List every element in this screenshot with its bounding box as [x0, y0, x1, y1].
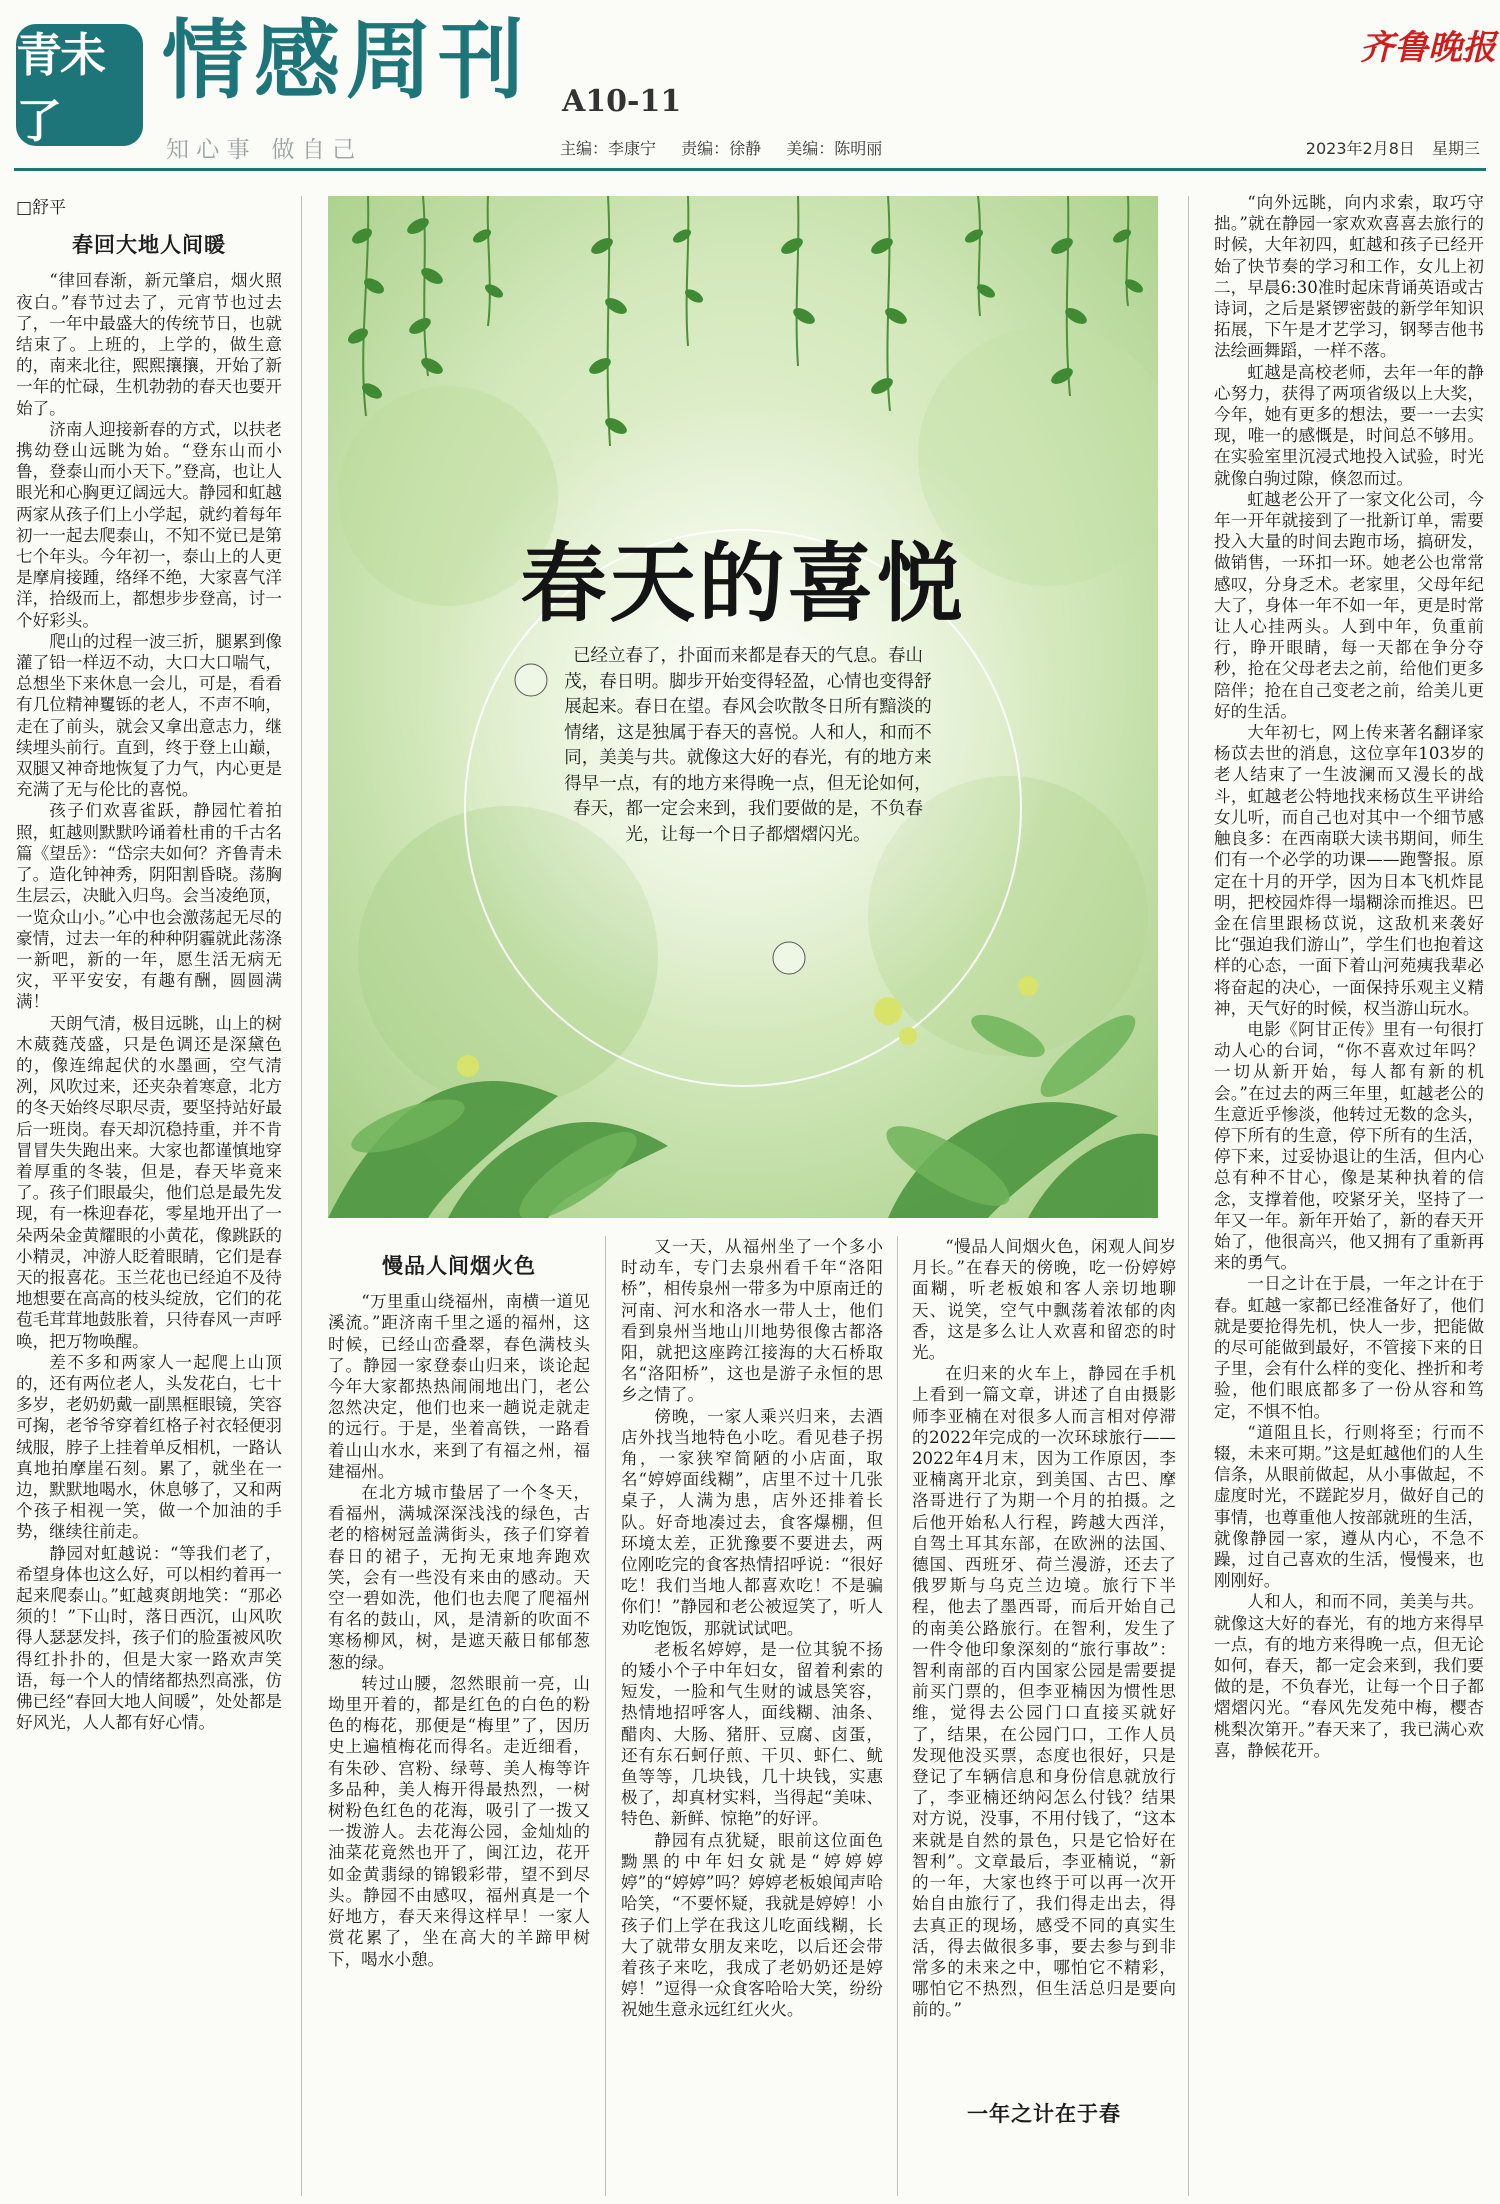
- paragraph: 虹越是高校老师，去年一年的静心努力，获得了两项省级以上大奖，今年，她有更多的想法，要一一去实现，唯一的感慨是，时间总不够用。在实验室里沉浸式地投入试验，时光就像白驹过隙，倏忽而过。: [1214, 362, 1484, 488]
- qingweiliao-logo: [16, 24, 143, 146]
- paragraph: 在北方城市蛰居了一个冬天，看福州，满城深深浅浅的绿色，古老的榕树冠盖满街头，孩子们穿着春日的裙子，无拘无束地奔跑欢笑，会有一些没有来由的感动。天空一碧如洗，他们也去爬了爬福州有名的鼓山，风，是清新的吹面不寒杨柳风，树，是遮天蔽日郁郁葱葱的绿。: [328, 1483, 590, 1672]
- column-divider: [1188, 196, 1189, 2196]
- article-fireworks-col-3: [912, 1236, 1176, 2076]
- section-title: 情感周刊: [162, 11, 530, 111]
- editor-credits: [560, 136, 902, 159]
- paragraph: 济南人迎接新春的方式，以扶老携幼登山远眺为始。“登东山而小鲁，登泰山而小天下。”登高，也让人眼光和心胸更辽阔远大。静园和虹越两家从孩子们上小学起，就约着每年初一一起去爬泰山，不知不觉已是第七个年头。今年初一，泰山上的人更是摩肩接踵，络绎不绝，大家喜气洋洋，拾级而上，都想步步登高，讨一个好彩头。: [16, 419, 282, 630]
- paragraph: 大年初七，网上传来著名翻译家杨苡去世的消息，这位享年103岁的老人结束了一生波澜而又漫长的战斗，虹越老公特地找来杨苡生平讲给女儿听，而自己也对其中一个细节感触良多：在西南联大读书期间，师生们有一个必学的功课——跑警报。原定在十月的开学，因为日本飞机炸昆明，把校园炸得一塌糊涂而推迟。巴金在信里跟杨苡说，这敌机来袭好比“强迫我们游山”，学生们也抱着这样的心态，一面下着山河苑痍我辈必将奋起的决心，一面保持乐观主义精神，天气好的时候，权当游山玩水。: [1214, 723, 1484, 1018]
- paragraph: “万里重山绕福州，南横一道见溪流。”距济南千里之遥的福州，这时候，已经山峦叠翠，春色满枝头了。静园一家登泰山归来，谈论起今年大家都热热闹闹地出门，老公忽然决定，他们也来一趟说走就走的远行。于是，坐着高铁，一路看着山山水水，来到了有福之州，福建福州。: [328, 1292, 590, 1481]
- duty-editor: 责编：徐静: [681, 139, 762, 158]
- masthead-divider: [14, 168, 1486, 171]
- logo-text: 青未了: [16, 28, 104, 148]
- paragraph: 一日之计在于晨，一年之计在于春。虹越一家都已经准备好了，他们就是要抢得先机，快人一步，把能做的尽可能做到最好，不管接下来的日子里，会有什么样的变化、挫折和考验，他们眼底都多了一份从容和笃定，不惧不怕。: [1214, 1274, 1484, 1421]
- paragraph: 静园对虹越说：“等我们老了，希望身体也这么好，可以相约着再一起来爬泰山。”虹越爽朗地笑：“那必须的！”下山时，落日西沉，山风吹得人瑟瑟发抖，孩子们的脸蛋被风吹得红扑扑的，但是大家一路欢声笑语，每一个人的情绪都热烈高涨，仿佛已经“春回大地人间暖”，处处都是好风光，人人都有好心情。: [16, 1543, 282, 1733]
- article-fireworks-col-1: [328, 1240, 590, 2196]
- article-heading: 春回大地人间暖: [72, 233, 226, 258]
- article-spring-returns: [16, 198, 282, 2196]
- page-number: A10-11: [562, 84, 682, 119]
- editor-in-chief: 主编：李康宁: [560, 139, 657, 158]
- article-heading: 慢品人间烟火色: [382, 1254, 536, 1278]
- paragraph: 傍晚，一家人乘兴归来，去酒店外找当地特色小吃。看见巷子拐角，一家狭窄简陋的小店面，取名“婷婷面线糊”，店里不过十几张桌子，人满为患，店外还排着长队。好奇地凑过去，食客爆棚，但环境太差，正犹豫要不要进去，两位刚吃完的食客热情招呼说：“很好吃！我们当地人都喜欢吃！不是骗你们！”静园和老公被逗笑了，听人劝吃饱饭，那就试试吧。: [621, 1406, 883, 1638]
- paragraph: 爬山的过程一波三折，腿累到像灌了铅一样迈不动，大口大口喘气，总想坐下来休息一会儿，可是，看看有几位精神矍铄的老人，不声不响，走在了前头，就会又拿出意志力，继续埋头前行。直到，终于登上山巅，双腿又神奇地恢复了力气，内心更是充满了无与伦比的喜悦。: [16, 631, 282, 800]
- paragraph: 差不多和两家人一起爬上山顶的，还有两位老人，头发花白，七十多岁，老奶奶戴一副黑框眼镜，笑容可掬，老爷爷穿着红格子衬衣轻便羽绒服，脖子上挂着单反相机，一路认真地拍摩崖石刻。累了，就坐在一边，默默地喝水，休息够了，又和两个孩子相视一笑，做一个加油的手势，继续往前走。: [16, 1352, 282, 1542]
- feature-illustration: [328, 196, 1158, 1218]
- art-editor: 美编：陈明丽: [786, 139, 883, 158]
- paragraph: “律回春渐，新元肇启，烟火照夜白。”春节过去了，元宵节也过去了，一年中最盛大的传统节日，也就结束了。上班的，上学的，做生意的，南来北往，熙熙攘攘，开始了新一年的忙碌，生机勃勃的春天也要开始了。: [16, 271, 282, 418]
- paragraph: 人和人，和而不同，美美与共。就像这大好的春光，有的地方来得早一点，有的地方来得晚一点，但无论如何，春天，都一定会来到，我们要做的是，不负春光，让每一个日子都熠熠闪光。“春风先发苑中梅，樱杏桃梨次第开。”春天来了，我已满心欢喜，静候花开。: [1214, 1592, 1484, 1760]
- article-plan-heading-box: [912, 2088, 1176, 2148]
- paragraph: 转过山腰，忽然眼前一亮，山坳里开着的，都是红色的白色的粉色的梅花，那便是“梅里”了，因历史上遍植梅花而得名。走近细看，有朱砂、宫粉、绿萼、美人梅等许多品种，美人梅开得最热烈，一树树粉色红色的花海，吸引了一拨又一拨游人。去花海公园，金灿灿的油菜花竟然也开了，闽江边，花开如金黄翡绿的锦锻彩带，望不到尽头。静园不由感叹，福州真是一个好地方，春天来得这样早！一家人赏花累了，坐在高大的羊蹄甲树下，喝水小憩。: [328, 1673, 590, 1969]
- section-slogan: 知 心 事 做 自 己: [166, 137, 356, 163]
- author-byline: □舒平: [16, 198, 67, 218]
- paragraph: “道阻且长，行则将至；行而不辍，未来可期。”这是虹越他们的人生信条，从眼前做起，从小事做起，不虚度时光，不蹉跎岁月，做好自己的事情，也尊重他人按部就班的生活，就像静园一家，遵从内心，不急不躁，过自己喜欢的生活，慢慢来，也刚刚好。: [1214, 1422, 1484, 1591]
- paragraph: 静园有点犹疑，眼前这位面色黝黑的中年妇女就是“婷婷婷婷”的“婷婷”吗？婷婷老板娘闻声哈哈笑，“不要怀疑，我就是婷婷！小孩子们上学在我这儿吃面线糊，长大了就带女朋友来吃，以后还会带着孩子来吃，我成了老奶奶还是婷婷！”逗得一众食客哈哈大笑，纷纷祝她生意永远红红火火。: [621, 1830, 883, 2020]
- paragraph: 老板名婷婷，是一位其貌不扬的矮小个子中年妇女，留着利索的短发，一脸和气生财的诚恳笑容，热情地招呼客人，面线糊、油条、醋肉、大肠、猪肝、豆腐、卤蛋，还有东石蚵仔煎、干贝、虾仁、鱿鱼等等，几块钱，几十块钱，实惠极了，却真材实料，当得起“美味、特色、新鲜、惊艳”的好评。: [621, 1639, 883, 1829]
- paragraph: “向外远眺，向内求索，取巧守拙。”就在静园一家欢欢喜喜去旅行的时候，大年初四，虹越和孩子已经开始了快节奏的学习和工作，女儿上初二，早晨6:30准时起床背诵英语或古诗词，之后是紧锣密鼓的新学年知识拓展，下午是才艺学习，钢琴吉他书法绘画舞蹈，一样不落。: [1214, 193, 1484, 361]
- newspaper-logo: 齐鲁晚报: [1360, 28, 1496, 68]
- issue-weekday: 星期三: [1431, 139, 1480, 158]
- paragraph: “慢品人间烟火色，闲观人间岁月长。”在春天的傍晚，吃一份婷婷面糊，听老板娘和客人亲切地聊天、说笑，空气中飘荡着浓郁的肉香，这是多么让人欢喜和留恋的时光。: [912, 1237, 1176, 1363]
- paragraph: 天朗气清，极目远眺，山上的树木葳蕤茂盛，只是色调还是深黛色的，像连绵起伏的水墨画，空气清冽，风吹过来，还夹杂着寒意，北方的冬天始终尽职尽责，要坚持站好最后一班岗。春天却沉稳持重，并不肯冒冒失失跑出来。大家也都谨慎地穿着厚重的冬装，但是，春天毕竟来了。孩子们眼最尖，他们总是最先发现，有一株迎春花，零星地开出了一朵两朵金黄耀眼的小黄花，像跳跃的小精灵，冲游人眨着眼睛，它们是春天的报喜花。玉兰花也已经迫不及待地想要在高高的枝头绽放，它们的花苞毛茸茸地鼓胀着，只待春风一声呼唤，把万物唤醒。: [16, 1013, 282, 1351]
- column-divider: [605, 1236, 606, 2196]
- feature-title: 春天的喜悦: [520, 533, 966, 634]
- paragraph: 在归来的火车上，静园在手机上看到一篇文章，讲述了自由摄影师李亚楠在对很多人而言相对停滞的2022年完成的一次环球旅行——2022年4月末，因为工作原因，李亚楠离开北京，到美国、古巴、摩洛哥进行了为期一个月的拍摄。之后他开始私人行程，跨越大西洋，自驾土耳其东部，在欧洲的法国、德国、西班牙、荷兰漫游，还去了俄罗斯与乌克兰边境。旅行下半程，他去了墨西哥，而后开始自己的南美公路旅行。在智利，发生了一件令他印象深刻的“旅行事故”：智利南部的百内国家公园是需要提前买门票的，但李亚楠因为惯性思维，觉得去公园门口直接买就好了，结果，在公园门口，工作人员发现他没买票，态度也很好，只是登记了车辆信息和身份信息就放行了，李亚楠还纳闷怎么付钱？结果对方说，没事，不用付钱了，“这本来就是自然的景色，只是它恰好在智利”。文章最后，李亚楠说，“新的一年，大家也终于可以再一次开始自由旅行了，我们得走出去，得去真正的现场，感受不同的真实生活，得去做很多事，要去参与到非常多的未来之中，哪怕它不精彩，哪怕它不热烈，但生活总归是要向前的。”: [912, 1364, 1176, 2020]
- article-fireworks-col-2: [621, 1236, 883, 2196]
- column-divider: [301, 196, 302, 2196]
- dateline: [1294, 136, 1480, 159]
- article-heading: 一年之计在于春: [967, 2102, 1121, 2126]
- paragraph: 电影《阿甘正传》里有一句很打动人心的台词，“你不喜欢过年吗？一切从新开始，每人都有新的机会。”在过去的两三年里，虹越老公的生意近乎惨淡，他转过无数的念头，停下所有的生意，停下所有的生活，停下来，过妥协退让的生活，但内心总有种不甘心，像是某种执着的信念，支撑着他，咬紧牙关，坚持了一年又一年。新年开始了，新的春天开始了，他很高兴，他又拥有了重新再来的勇气。: [1214, 1019, 1484, 1273]
- paragraph: 又一天，从福州坐了一个多小时动车，专门去泉州看千年“洛阳桥”，相传泉州一带多为中原南迁的河南、河水和洛水一带人士，他们看到泉州当地山川地势很像古都洛阳，就把这座跨江接海的大石桥取名“洛阳桥”，这也是游子永恒的思乡之情了。: [621, 1237, 883, 1405]
- article-year-plan: [1214, 192, 1484, 2172]
- paragraph: 孩子们欢喜雀跃，静园忙着拍照，虹越则默默吟诵着杜甫的千古名篇《望岳》：“岱宗夫如何？齐鲁青未了。造化钟神秀，阴阳割昏晓。荡胸生层云，决眦入归鸟。会当凌绝顶，一览众山小。”心中也会激荡起无尽的豪情，过去一年的种种阴霾就此荡涤一新吧，新的一年，愿生活无病无灾，平平安安，有趣有酬，圆圆满满！: [16, 801, 282, 1012]
- feature-intro: 已经立春了，扑面而来都是春天的气息。春山茂，春日明。脚步开始变得轻盈，心情也变得舒展起来。春日在望。春风会吹散冬日所有黯淡的情绪，这是独属于春天的喜悦。人和人，和而不同，美美与共。就像这大好的春光，有的地方来得早一点，有的地方来得晚一点，但无论如何，春天，都一定会来到，我们要做的是，不负春光，让每一个日子都熠熠闪光。: [564, 646, 932, 845]
- column-divider: [897, 1236, 898, 2196]
- paragraph: 虹越老公开了一家文化公司，今年一开年就接到了一批新订单，需要投入大量的时间去跑市场，搞研发，做销售，一环扣一环。她老公也常常感叹，分身乏术。老家里，父母年纪大了，身体一年不如一年，更是时常让人心挂两头。人到中年，负重前行，睁开眼睛，每一天都在争分夺秒，抢在父母老去之前，给他们更多陪伴；抢在自己变老之前，给美儿更好的生活。: [1214, 489, 1484, 721]
- issue-date: 2023年2月8日: [1305, 139, 1415, 158]
